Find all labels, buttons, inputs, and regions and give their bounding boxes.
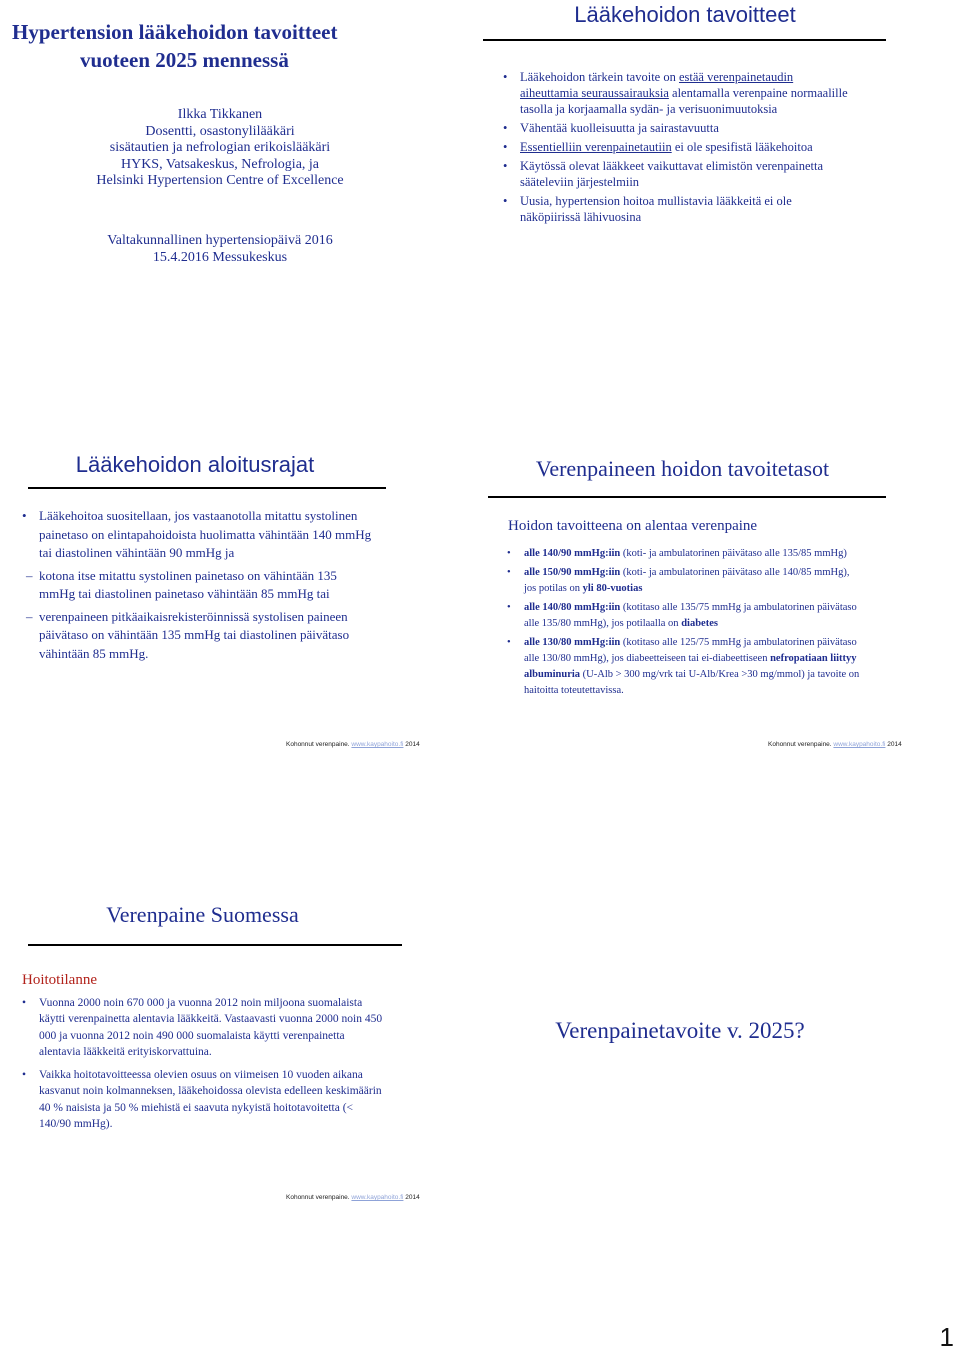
slide4-item-4: • alle 130/80 mmHg:iin (kotitaso alle 125/75 mmHg ja ambulatorinen päivätaso alle 130/80 mmHg), jos diabeetteiseen tai ei-diabeettiseen nefropatiaan liittyy albuminuria (U-Alb > 300 mg/vrk tai U-Alb/Krea >30 mg/mmol) ja tavoite on haitoitta toteutettavissa.: [507, 635, 862, 699]
slide4-item-2: • alle 150/90 mmHg:iin (koti- ja ambulatorinen päivätaso alle 140/85 mmHg), jos potilas on yli 80-vuotias: [507, 565, 862, 597]
slide2-title: Lääkehoidon tavoitteet: [574, 2, 796, 27]
slide4-body: [507, 546, 862, 699]
slide2-bullet-3: • Essentielliin verenpainetautiin ei ole spesifistä lääkehoitoa: [503, 139, 848, 155]
slide3-title-rule: [28, 487, 386, 489]
slide5-footer: Kohonnut verenpaine. www.kaypahoito.fi 2014: [286, 1194, 420, 1201]
author-specialty: sisätautien ja nefrologian erikoislääkäri: [109, 140, 331, 155]
kaypahoito-link[interactable]: www.kaypahoito.fi: [833, 741, 886, 748]
author-name: Ilkka Tikkanen: [177, 107, 263, 122]
slide2-bullet-3-underlined: Essentielliin verenpainetautiin: [520, 140, 672, 154]
slide3-bullet-list: [22, 507, 374, 663]
slide4-footer: Kohonnut verenpaine. www.kaypahoito.fi 2014: [768, 741, 902, 748]
slide5-bullet-2: • Vaikka hoitotavoitteessa olevien osuus on viimeisen 10 vuoden aikana kasvanut noin kolmanneksen, lääkehoidossa olevista edelleen keskimäärin 40 % naisista ja 50 % miehistä ei saavuta nykyistä hoitotavoitetta (< 140/90 mmHg).: [22, 1067, 384, 1132]
slide3-sub-2: – verenpaineen pitkäaikaisrekisteröinnissä systolisen paineen päivätaso on vähintään 135 mmHg tai diastolinen päivätaso vähintään 85 mmHg.: [22, 608, 374, 664]
event-date-place: 15.4.2016 Messukeskus: [152, 250, 288, 265]
slide3-body: [22, 507, 374, 663]
author-title: Dosentti, osastonylilääkäri: [145, 123, 295, 139]
slide4-item-1: • alle 140/90 mmHg:iin (koti- ja ambulatorinen päivätaso alle 135/85 mmHg): [507, 546, 862, 562]
slide3-title: Lääkehoidon aloitusrajat: [75, 452, 315, 477]
slide2-bullet-list: [503, 69, 848, 225]
slide1-event: [60, 232, 380, 266]
slide2-body: [503, 69, 848, 225]
slide1-title-line1: Hypertension lääkehoidon tavoitteet: [12, 20, 338, 44]
event-name: Valtakunnallinen hypertensiopäivä 2016: [107, 233, 333, 248]
kaypahoito-link[interactable]: www.kaypahoito.fi: [351, 741, 404, 748]
slide4-item-3: • alle 140/80 mmHg:iin (kotitaso alle 135/75 mmHg ja ambulatorinen päivätaso alle 135/80 mmHg), jos potilaalla on diabetes: [507, 600, 862, 632]
slide1-title-line2: vuoteen 2025 mennessä: [80, 48, 289, 72]
slide1-author-block: [40, 107, 400, 190]
slide5-title-rule: [28, 944, 402, 946]
slide2-bullet-5: • Uusia, hypertension hoitoa mullistavia lääkkeitä ei ole näköpiirissä lähivuosina: [503, 193, 848, 225]
slide3-sub-list: [22, 567, 374, 664]
slide5-body: [22, 995, 384, 1132]
slide2-bullet-2: • Vähentää kuolleisuutta ja sairastavuutta: [503, 120, 848, 136]
slide4-title: Verenpaineen hoidon tavoitetasot: [535, 456, 830, 481]
slide2-bullet-1-underlined: estää verenpainetaudin aiheuttamia seuraussairauksia: [520, 70, 794, 100]
slide2-bullet-4: • Käytössä olevat lääkkeet vaikuttavat elimistön verenpainetta sääteleviin järjestelmiin: [503, 158, 848, 190]
author-affiliation: HYKS, Vatsakeskus, Nefrologia, ja: [120, 156, 320, 172]
slide1-title: [12, 18, 412, 74]
slide3-sub-1: – kotona itse mitattu systolinen painetaso on vähintään 135 mmHg tai diastolinen painetaso vähintään 85 mmHg tai: [22, 567, 374, 604]
kaypahoito-link[interactable]: www.kaypahoito.fi: [351, 1194, 404, 1201]
slide4-title-rule: [488, 496, 886, 498]
slide4-bullet-list: [507, 546, 862, 699]
slide5-bullet-1: • Vuonna 2000 noin 670 000 ja vuonna 2012 noin miljoona suomalaista käytti verenpainetta alentavia lääkkeitä. Vastaavasti vuonna 2000 noin 450 000 ja vuonna 2012 noin 490 000 suomalaista käytti verenpainetta alentavia lääkkeitä erityiskorvattuina.: [22, 995, 384, 1060]
page-number: 1: [939, 1322, 954, 1352]
slide2-title-rule: [483, 39, 886, 41]
author-centre: Helsinki Hypertension Centre of Excellence: [96, 173, 344, 188]
slide2-bullet-1: • Lääkehoidon tärkein tavoite on estää verenpainetaudin aiheuttamia seuraussairauksia alentamalla verenpaine normaalille tasolla ja korjaamalla sydän- ja verisuonimuutoksia: [503, 69, 848, 117]
slide5-title: Verenpaine Suomessa: [106, 902, 299, 927]
slide5-section-heading: Hoitotilanne: [22, 972, 97, 988]
slide6-title: Verenpainetavoite v. 2025?: [555, 1018, 805, 1043]
slide3-footer: Kohonnut verenpaine. www.kaypahoito.fi 2014: [286, 741, 420, 748]
slide3-bullet-intro: • Lääkehoitoa suositellaan, jos vastaanotolla mitattu systolinen painetaso on elintapahoidoista huolimatta vähintään 140 mmHg tai diastolinen vähintään 90 mmHg ja – kotona itse mitattu systolinen painetaso on vähintään 135 mmHg tai diastolinen painetaso vähintään 85 mmHg tai – verenpaineen pitkäaikaisrekisteröinnissä systolisen paineen päivätaso on vähintään 135 mmHg tai diastolinen päivätaso vähintään 85 mmHg.: [22, 507, 374, 663]
slide4-subtitle: Hoidon tavoitteena on alentaa verenpaine: [508, 518, 758, 534]
slide5-bullet-list: [22, 995, 384, 1132]
